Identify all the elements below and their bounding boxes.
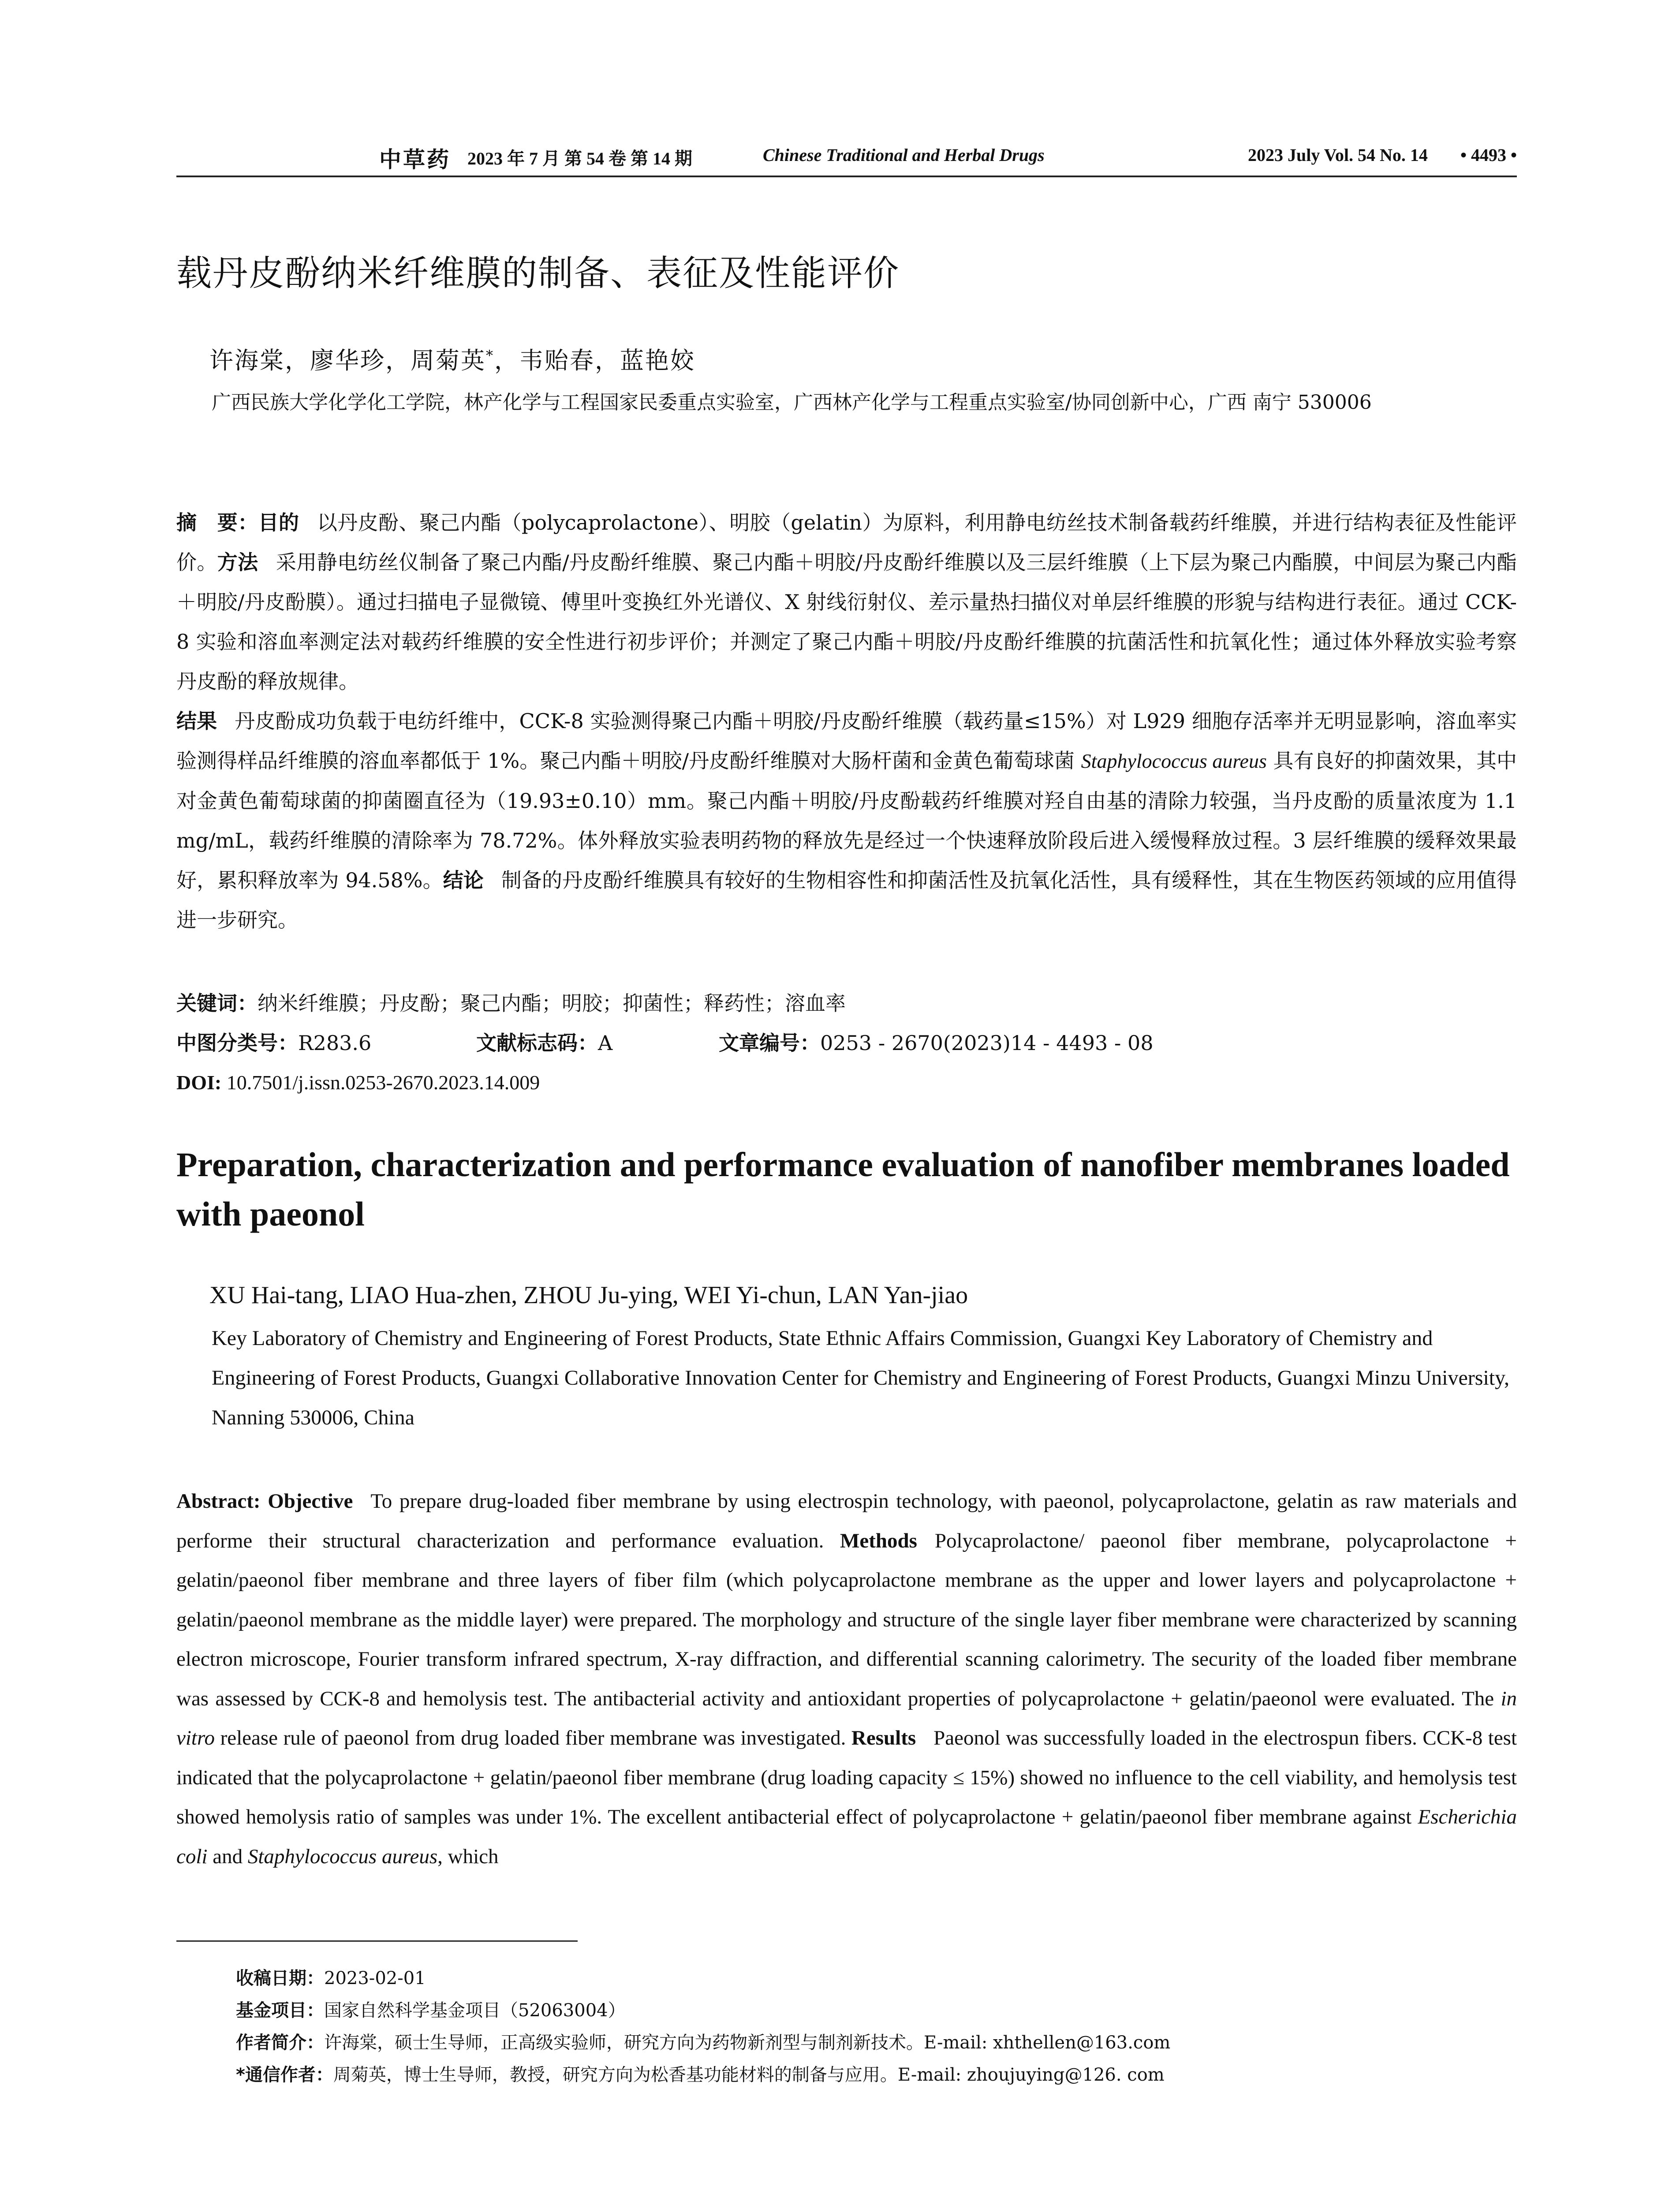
methods-en-tail: release rule of paeonol from drug loaded fiber membrane was investigated. — [220, 1727, 846, 1749]
conclusion-cn: 制备的丹皮酚纤维膜具有较好的生物相容性和抑菌活性及抗氧化活性，具有缓释性，其在生物医药领域的应用值得进一步研究。 — [176, 868, 1517, 932]
footnote-text: 周菊英，博士生导师，教授，研究方向为松香基功能材料的制备与应用。E-mail: zhoujuying@126. com — [333, 2065, 1165, 2085]
abstract-cn-label: 摘 要： — [176, 511, 258, 534]
footnote-text: 许海棠，硕士生导师，正高级实验师，研究方向为药物新剂型与制剂新技术。E-mail: xhthellen@163.com — [324, 2033, 1171, 2053]
footnote-label: 作者简介： — [236, 2033, 324, 2053]
and-word: and — [213, 1845, 243, 1868]
objective-en-label: Objective — [268, 1490, 353, 1513]
header-rule — [176, 176, 1517, 177]
keywords-cn-text: 纳米纤维膜；丹皮酚；聚己内酯；明胶；抑菌性；释药性；溶血率 — [258, 991, 846, 1015]
doc-code-label: 文献标志码： — [476, 1031, 598, 1055]
corresponding-mark: * — [486, 347, 494, 364]
authors-cn — [209, 342, 695, 376]
authors-cn-tail: ，韦贻春，蓝艳姣 — [494, 347, 695, 374]
issue-en: 2023 July Vol. 54 No. 14 — [1248, 145, 1428, 165]
footnote-text: 2023-02-01 — [324, 1968, 426, 1988]
results-cn-b: 具有良好的抑菌效果，其中对金黄色葡萄球菌的抑菌圈直径为（19.93±0.10）mm。聚己内酯＋明胶/丹皮酚载药纤维膜对羟自由基的清除力较强，当丹皮酚的质量浓度为 1.1 mg/mL，载药纤维膜的清除率为 78.72%。体外释放实验表明药物的释放先是经过一个快速释放阶段后进入缓慢释放过程。3 层纤维膜的缓释效果最好，累积释放率为 94.58%。 — [176, 749, 1517, 892]
footnote-funding — [236, 1995, 1517, 2027]
footnotes — [236, 1962, 1517, 2091]
article-no-value: 0253 - 2670(2023)14 - 4493 - 08 — [820, 1031, 1154, 1055]
species-saureus: Staphylococcus aureus — [247, 1845, 438, 1868]
results-cn-label: 结果 — [176, 709, 217, 733]
page-number: • 4493 • — [1460, 145, 1517, 165]
journal-name-en: Chinese Traditional and Herbal Drugs — [763, 145, 1045, 165]
footnote-text: 国家自然科学基金项目（52063004） — [324, 2000, 626, 2021]
results-en-label: Results — [851, 1727, 916, 1749]
keywords-cn-label: 关键词： — [176, 991, 258, 1015]
objective-cn: 以丹皮酚、聚己内酯（polycaprolactone）、明胶（gelatin）为原料，利用静电纺丝技术制备载药纤维膜，并进行结构表征及性能评价。 — [176, 511, 1517, 574]
abstract-en-label: Abstract: — [176, 1490, 261, 1513]
footnote-author-bio — [236, 2027, 1517, 2059]
footnote-rule — [176, 1940, 578, 1942]
footnote-label: 收稿日期： — [236, 1968, 324, 1988]
abstract-en — [176, 1482, 1517, 1876]
results-en-tail: , which — [437, 1845, 499, 1868]
results-cn-a: 丹皮酚成功负载于电纺纤维中，CCK-8 实验测得聚己内酯＋明胶/丹皮酚纤维膜（载药量≤15%）对 L929 细胞存活率并无明显影响，溶血率实验测得样品纤维膜的溶血率都低于 1%。聚己内酯＋明胶/丹皮酚纤维膜对大肠杆菌和金黄色葡萄球菌 — [176, 709, 1517, 773]
species-ecoli: Escherichia coli — [176, 1805, 1517, 1868]
methods-cn: 采用静电纺丝仪制备了聚己内酯/丹皮酚纤维膜、聚己内酯＋明胶/丹皮酚纤维膜以及三层纤维膜（上下层为聚己内酯膜，中间层为聚己内酯＋明胶/丹皮酚膜）。通过扫描电子显微镜、傅里叶变换红外光谱仪、X 射线衍射仪、差示量热扫描仪对单层纤维膜的形貌与结构进行表征。通过 CCK-8 实验和溶血率测定法对载药纤维膜的安全性进行初步评价；并测定了聚己内酯＋明胶/丹皮酚纤维膜的抗菌活性和抗氧化性；通过体外释放实验考察丹皮酚的释放规律。 — [176, 550, 1517, 693]
footnote-corresponding — [236, 2059, 1517, 2091]
objective-en: To prepare drug-loaded fiber membrane by using electrospin technology, with paeonol, polycaprolactone, gelatin as raw materials and performe their structural characterization and performance evaluation. — [176, 1490, 1517, 1552]
methods-en: Polycaprolactone/ paeonol fiber membrane, polycaprolactone + gelatin/paeonol fiber membrane and three layers of fiber film (which polycaprolactone membrane as the upper and lower layers and polycaprolactone + gelatin/paeonol membrane as the middle layer) were prepared. The morphology and structure of the single layer fiber membrane were characterized by scanning electron microscope, Fourier transform infrared spectrum, X-ray diffraction, and differential scanning calorimetry. The security of the loaded fiber membrane was assessed by CCK-8 and hemolysis test. The antibacterial activity and antioxidant properties of polycaprolactone + gelatin/paeonol were evaluated. The — [176, 1529, 1517, 1710]
article-no-label: 文章编号： — [719, 1031, 820, 1055]
affiliation-cn: 广西民族大学化学化工学院，林产化学与工程国家民委重点实验室，广西林产化学与工程重点实验室/协同创新中心，广西 南宁 530006 — [212, 391, 1372, 414]
affiliation-en: Key Laboratory of Chemistry and Engineering of Forest Products, State Ethnic Affairs Commission, Guangxi Key Laboratory of Chemistry and Engineering of Forest Products, Guangxi Collaborative Innovation Center for Chemistry and Engineering of Forest Products, Guangxi Minzu University, Nanning 530006, China — [212, 1327, 1510, 1429]
running-header — [176, 142, 1517, 173]
footnote-label: 基金项目： — [236, 2000, 324, 2021]
footnote-label: *通信作者： — [236, 2065, 333, 2085]
clc-value: R283.6 — [298, 1031, 372, 1055]
abstract-cn — [176, 503, 1517, 940]
footnote-received — [236, 1962, 1517, 1995]
conclusion-cn-label: 结论 — [443, 868, 484, 892]
doi-line — [176, 1063, 540, 1102]
title-cn: 载丹皮酚纳米纤维膜的制备、表征及性能评价 — [176, 253, 900, 294]
issue-cn: 2023 年 7 月 第 54 卷 第 14 期 — [467, 149, 692, 168]
keywords-cn — [176, 983, 1517, 1023]
authors-cn-head: 许海棠，廖华珍，周菊英 — [209, 347, 486, 374]
objective-cn-label: 目的 — [258, 511, 299, 534]
authors-en: XU Hai-tang, LIAO Hua-zhen, ZHOU Ju-ying, WEI Yi-chun, LAN Yan-jiao — [209, 1282, 968, 1309]
doi-value[interactable]: 10.7501/j.issn.0253-2670.2023.14.009 — [226, 1071, 540, 1094]
methods-en-italic: in vitro — [176, 1687, 1517, 1749]
results-cn-species: Staphylococcus aureus — [1081, 750, 1267, 772]
clc-label: 中图分类号： — [176, 1031, 298, 1055]
methods-en-label: Methods — [840, 1529, 917, 1552]
title-en: Preparation, characterization and performance evaluation of nanofiber membranes loaded with paeonol — [176, 1145, 1510, 1233]
methods-cn-label: 方法 — [217, 550, 258, 574]
journal-logo: 中草药 — [379, 147, 451, 172]
doc-code-value: A — [598, 1031, 613, 1055]
doi-label: DOI: — [176, 1071, 222, 1094]
results-en: Paeonol was successfully loaded in the electrospun fibers. CCK-8 test indicated that the polycaprolactone + gelatin/paeonol fiber membrane (drug loading capacity ≤ 15%) showed no influence to the cell viability, and hemolysis test showed hemolysis ratio of samples was under 1%. The excellent antibacterial effect of polycaprolactone + gelatin/paeonol fiber membrane against — [176, 1727, 1517, 1828]
